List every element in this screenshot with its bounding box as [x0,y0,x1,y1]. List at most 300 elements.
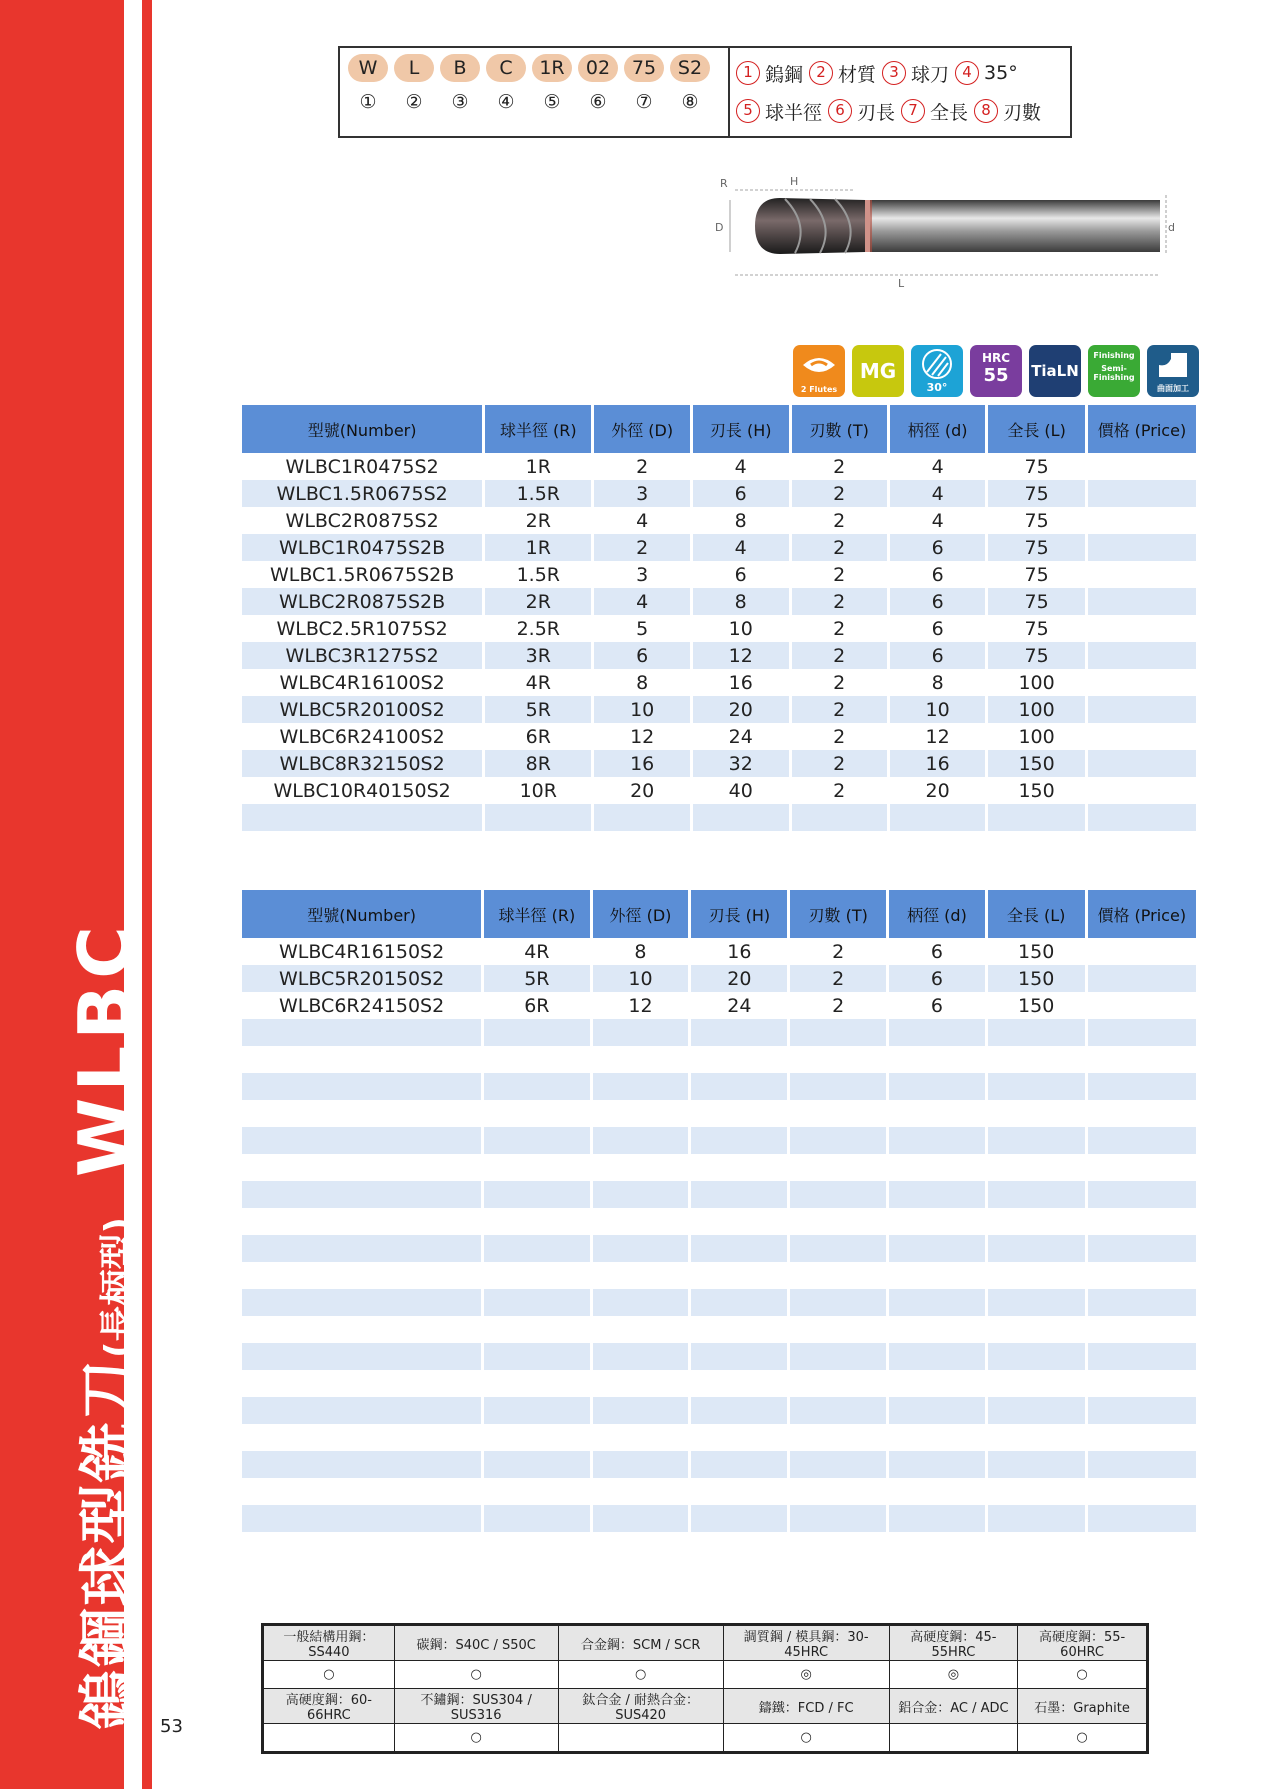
table-cell [591,1127,690,1154]
table-cell [483,1262,591,1289]
code-part: C [486,54,526,82]
table-cell [1086,1505,1196,1532]
table-cell: 16 [690,938,789,965]
table-row [242,965,1196,992]
table-cell: 8 [691,588,790,615]
table-cell [888,1451,987,1478]
legend-label: 刃數 [1003,101,1042,124]
table-cell [591,1100,690,1127]
table-cell [986,1046,1086,1073]
column-header: 外徑 (D) [593,405,692,453]
table-row [242,1262,1196,1289]
legend-item [736,60,803,87]
table-cell [242,1343,483,1370]
table-cell [690,1316,789,1343]
table-cell: 75 [987,615,1086,642]
table-cell: WLBC2R0875S2 [242,507,484,534]
table-cell [789,1424,888,1451]
feature-icons [793,345,1199,397]
table-cell: WLBC10R40150S2 [242,777,484,804]
table-cell [483,1073,591,1100]
table-cell [242,1451,483,1478]
table-cell: 20 [593,777,692,804]
table-cell: 75 [987,507,1086,534]
label-L: L [898,277,905,290]
table-row [242,804,1196,831]
table-cell [888,1262,987,1289]
label-R: R [720,177,728,190]
product-model: WLBC [63,920,147,1178]
table-cell [690,1532,789,1559]
helix-angle-icon: 30° [911,345,963,397]
table-cell: 6 [888,534,987,561]
code-number: ⑦ [635,91,653,113]
legend-number-icon: 6 [828,99,852,123]
table-cell [1086,750,1196,777]
table-cell [242,1235,483,1262]
table-cell: WLBC6R24100S2 [242,723,484,750]
code-number: ⑤ [543,91,561,113]
table-row [242,453,1196,480]
table-cell: 10 [593,696,692,723]
table-cell [986,1532,1086,1559]
table-cell [690,1505,789,1532]
table-cell [789,1505,888,1532]
table-cell: 75 [987,561,1086,588]
table-cell [690,1478,789,1505]
table-cell: 5 [593,615,692,642]
legend-row-2 [736,92,1064,130]
table-cell: 150 [987,777,1086,804]
table-cell [888,1019,987,1046]
suitability-mark: ◎ [723,1661,889,1689]
legend-label: 球刀 [911,63,950,86]
table-cell: 4R [484,669,593,696]
table-cell [591,1478,690,1505]
table-cell [789,1289,888,1316]
table-cell: WLBC1R0475S2 [242,453,484,480]
table-cell [242,1316,483,1343]
table-cell [1086,777,1196,804]
table-cell: 24 [691,723,790,750]
table-cell [1086,1424,1196,1451]
table-row [242,992,1196,1019]
table-cell: 150 [986,992,1086,1019]
table-cell: 12 [691,642,790,669]
surface-machining-icon: 曲面加工 [1147,345,1199,397]
table-row [242,1343,1196,1370]
table-row [242,1289,1196,1316]
product-subtitle: (長柄型) [98,1217,139,1358]
table-cell [591,1073,690,1100]
table-cell [987,804,1086,831]
table-cell: 16 [888,750,987,777]
table-cell [789,1073,888,1100]
table-cell: 6 [888,588,987,615]
table-cell [1086,1154,1196,1181]
column-header: 刃數 (T) [790,405,888,453]
table-cell [789,1370,888,1397]
table-cell [789,1532,888,1559]
table-cell: WLBC6R24150S2 [242,992,483,1019]
finishing-icon: Finishing Semi-Finishing [1088,345,1140,397]
table-cell [789,1343,888,1370]
legend-item [736,98,822,125]
table-row [242,1181,1196,1208]
table-cell [1086,1127,1196,1154]
table-cell [242,1397,483,1424]
material-label: 一般結構用鋼：SS440 [264,1626,395,1661]
legend-number-icon: 2 [809,61,833,85]
table-cell: WLBC2R0875S2B [242,588,484,615]
material-row-1-marks [264,1661,1147,1689]
legend-label: 35° [984,62,1018,84]
code-parts [348,54,720,82]
table-cell [888,1154,987,1181]
table-cell [1086,965,1196,992]
legend-item [882,60,949,87]
column-header: 型號(Number) [242,405,484,453]
column-header: 型號(Number) [242,890,483,938]
table-cell: 12 [591,992,690,1019]
table-cell [986,1235,1086,1262]
material-label: 鈦合金 / 耐熱合金：SUS420 [558,1689,723,1724]
table-row [242,1154,1196,1181]
legend-item [974,98,1041,125]
legend-item [901,98,968,125]
table-cell [242,1532,483,1559]
table-cell [690,1262,789,1289]
table-cell: 2 [790,777,888,804]
table-cell: 32 [691,750,790,777]
table-row [242,750,1196,777]
table-cell: 2 [790,588,888,615]
table-cell: 2 [790,453,888,480]
legend-item [809,60,876,87]
table-row [242,561,1196,588]
table-row [242,1316,1196,1343]
table-cell: 2 [789,938,888,965]
table-cell: 16 [691,669,790,696]
table-row [242,1208,1196,1235]
table-cell [690,1046,789,1073]
table-cell [1086,804,1196,831]
table-cell [483,1532,591,1559]
column-header: 球半徑 (R) [483,890,591,938]
material-suitability-table [261,1623,1149,1754]
table-cell [242,1370,483,1397]
table-row [242,696,1196,723]
table-cell: 2 [593,534,692,561]
table-cell: 6R [483,992,591,1019]
table-cell [888,1370,987,1397]
table-cell [789,1100,888,1127]
table-cell [1086,938,1196,965]
table-cell: WLBC5R20150S2 [242,965,483,992]
table-cell [789,1397,888,1424]
table-cell [690,1424,789,1451]
table-cell [1086,615,1196,642]
table-row [242,1532,1196,1559]
table-header [242,405,1196,453]
table-cell [591,1343,690,1370]
table-cell: 8 [888,669,987,696]
table-cell: 1R [484,453,593,480]
table-cell: 1.5R [484,480,593,507]
table-cell [1086,1073,1196,1100]
table-row [242,777,1196,804]
material-label: 調質鋼 / 模具鋼：30-45HRC [723,1626,889,1661]
table-cell [242,1127,483,1154]
table-cell: 4R [483,938,591,965]
table-cell: 3R [484,642,593,669]
table-cell: 1R [484,534,593,561]
table-cell: 6 [888,561,987,588]
table-cell [986,1019,1086,1046]
table-cell: 12 [888,723,987,750]
code-part: 1R [532,54,572,82]
code-number: ③ [451,91,469,113]
table-cell [591,1208,690,1235]
table-cell [986,1316,1086,1343]
table-row [242,588,1196,615]
table-cell: 5R [483,965,591,992]
table-cell: 4 [593,507,692,534]
table-cell: 75 [987,642,1086,669]
table-cell [242,1424,483,1451]
table-row [242,1478,1196,1505]
table-cell [888,1235,987,1262]
table-cell: WLBC1.5R0675S2 [242,480,484,507]
table-cell [986,1343,1086,1370]
table-cell [242,1154,483,1181]
material-label: 合金鋼：SCM / SCR [558,1626,723,1661]
table-cell [690,1208,789,1235]
legend-number-icon: 4 [955,61,979,85]
table-cell [888,1397,987,1424]
table-cell [1086,1208,1196,1235]
column-header: 刃長 (H) [690,890,789,938]
table-cell [789,1451,888,1478]
table-cell [1086,1397,1196,1424]
table-cell [690,1100,789,1127]
table-cell [789,1478,888,1505]
table-cell: 20 [690,965,789,992]
table-cell [483,1505,591,1532]
table-cell [483,1289,591,1316]
table-cell [591,1451,690,1478]
table-cell [1086,1046,1196,1073]
table-cell: 8 [591,938,690,965]
material-label: 石墨：Graphite [1018,1689,1147,1724]
table-cell [789,1316,888,1343]
table-row [242,1235,1196,1262]
table-cell [888,1046,987,1073]
table-cell [789,1181,888,1208]
table-cell [483,1397,591,1424]
column-header: 外徑 (D) [591,890,690,938]
legend-number-icon: 5 [736,99,760,123]
material-label: 高硬度鋼：60-66HRC [264,1689,395,1724]
column-header: 價格 (Price) [1086,890,1196,938]
table-cell [690,1235,789,1262]
code-number: ④ [497,91,515,113]
material-row-2-marks [264,1724,1147,1752]
mg-grade-icon: MG [852,345,904,397]
vertical-title [62,920,148,1730]
table-cell [888,1478,987,1505]
table-cell: 6 [888,615,987,642]
legend-number-icon: 8 [974,99,998,123]
table-cell: 4 [888,453,987,480]
table-cell [986,1370,1086,1397]
column-header: 球半徑 (R) [484,405,593,453]
table-cell: 2R [484,588,593,615]
table-cell: 100 [987,696,1086,723]
table-cell [1086,480,1196,507]
table-cell [242,1505,483,1532]
table-cell [483,1370,591,1397]
table-body [242,938,1196,1559]
table-cell [1086,1289,1196,1316]
suitability-mark [558,1724,723,1752]
table-cell [242,1019,483,1046]
table-cell [591,1397,690,1424]
table-cell: 16 [593,750,692,777]
code-part: 02 [578,54,618,82]
table-cell [888,1208,987,1235]
table-cell: 150 [987,750,1086,777]
table-cell [1086,507,1196,534]
table-cell [1086,534,1196,561]
model-code-legend [338,46,1072,138]
table-row [242,1100,1196,1127]
table-cell [691,804,790,831]
material-label: 高硬度鋼：55-60HRC [1018,1626,1147,1661]
table-row [242,1073,1196,1100]
suitability-mark: ○ [394,1661,558,1689]
material-label: 不鏽鋼：SUS304 / SUS316 [394,1689,558,1724]
suitability-mark: ◎ [889,1661,1017,1689]
column-header: 刃數 (T) [789,890,888,938]
table-cell: 10 [691,615,790,642]
table-cell [591,1370,690,1397]
table-cell: 6 [888,992,987,1019]
suitability-mark [264,1724,395,1752]
table-cell: 6 [691,561,790,588]
legend-item [955,61,1018,85]
table-cell [242,1262,483,1289]
table-cell [483,1451,591,1478]
table-cell [789,1208,888,1235]
table-cell [690,1397,789,1424]
column-header: 刃長 (H) [691,405,790,453]
table-cell [1086,696,1196,723]
table-cell: 4 [888,480,987,507]
legend-label: 刃長 [857,101,896,124]
column-header: 全長 (L) [987,405,1086,453]
table-cell [591,1262,690,1289]
legend-label: 鎢鋼 [765,63,804,86]
table-cell [1086,1451,1196,1478]
table-cell [591,1235,690,1262]
two-flutes-icon: 2 Flutes [793,345,845,397]
legend-row-1 [736,54,1064,92]
table-cell [483,1181,591,1208]
table-cell [1086,561,1196,588]
table-cell [888,1127,987,1154]
table-cell: 2 [790,507,888,534]
table-row [242,1505,1196,1532]
code-number: ② [405,91,423,113]
label-d: d [1168,221,1175,234]
table-cell [789,1046,888,1073]
spec-table-1 [242,405,1196,831]
table-cell [1086,588,1196,615]
table-cell [789,1235,888,1262]
table-cell [1086,723,1196,750]
table-cell: 2 [790,642,888,669]
table-cell: 8R [484,750,593,777]
table-cell [591,1532,690,1559]
table-cell [986,1127,1086,1154]
table-cell [789,1262,888,1289]
table-cell: 8 [691,507,790,534]
table-cell: 2R [484,507,593,534]
suitability-mark: ○ [723,1724,889,1752]
table-cell: 20 [888,777,987,804]
table-cell: 2 [790,750,888,777]
tool-shank [870,200,1160,252]
table-cell [888,1316,987,1343]
table-cell: 3 [593,561,692,588]
table-row [242,1370,1196,1397]
table-row [242,1127,1196,1154]
table-cell [593,804,692,831]
table-cell: WLBC4R16150S2 [242,938,483,965]
table-cell [1086,453,1196,480]
code-part: B [440,54,480,82]
table-cell [483,1343,591,1370]
suitability-mark: ○ [1018,1724,1147,1752]
page-number: 53 [160,1716,183,1737]
table-cell: WLBC4R16100S2 [242,669,484,696]
code-number: ⑥ [589,91,607,113]
table-cell: 2.5R [484,615,593,642]
table-cell: 1.5R [484,561,593,588]
table-cell [690,1289,789,1316]
table-cell: 75 [987,588,1086,615]
table-cell: 24 [690,992,789,1019]
table-cell: 6 [593,642,692,669]
table-cell [690,1370,789,1397]
table-cell: 2 [789,965,888,992]
column-header: 價格 (Price) [1086,405,1196,453]
table-cell [1086,1019,1196,1046]
table-cell [242,1046,483,1073]
table-cell [242,804,484,831]
table-cell [591,1046,690,1073]
table-cell [690,1154,789,1181]
table-cell [888,1343,987,1370]
code-part: 75 [624,54,664,82]
table-cell [986,1478,1086,1505]
suitability-mark [889,1724,1017,1752]
table-cell: 6 [888,938,987,965]
table-cell [986,1451,1086,1478]
table-cell [690,1127,789,1154]
code-part: L [394,54,434,82]
